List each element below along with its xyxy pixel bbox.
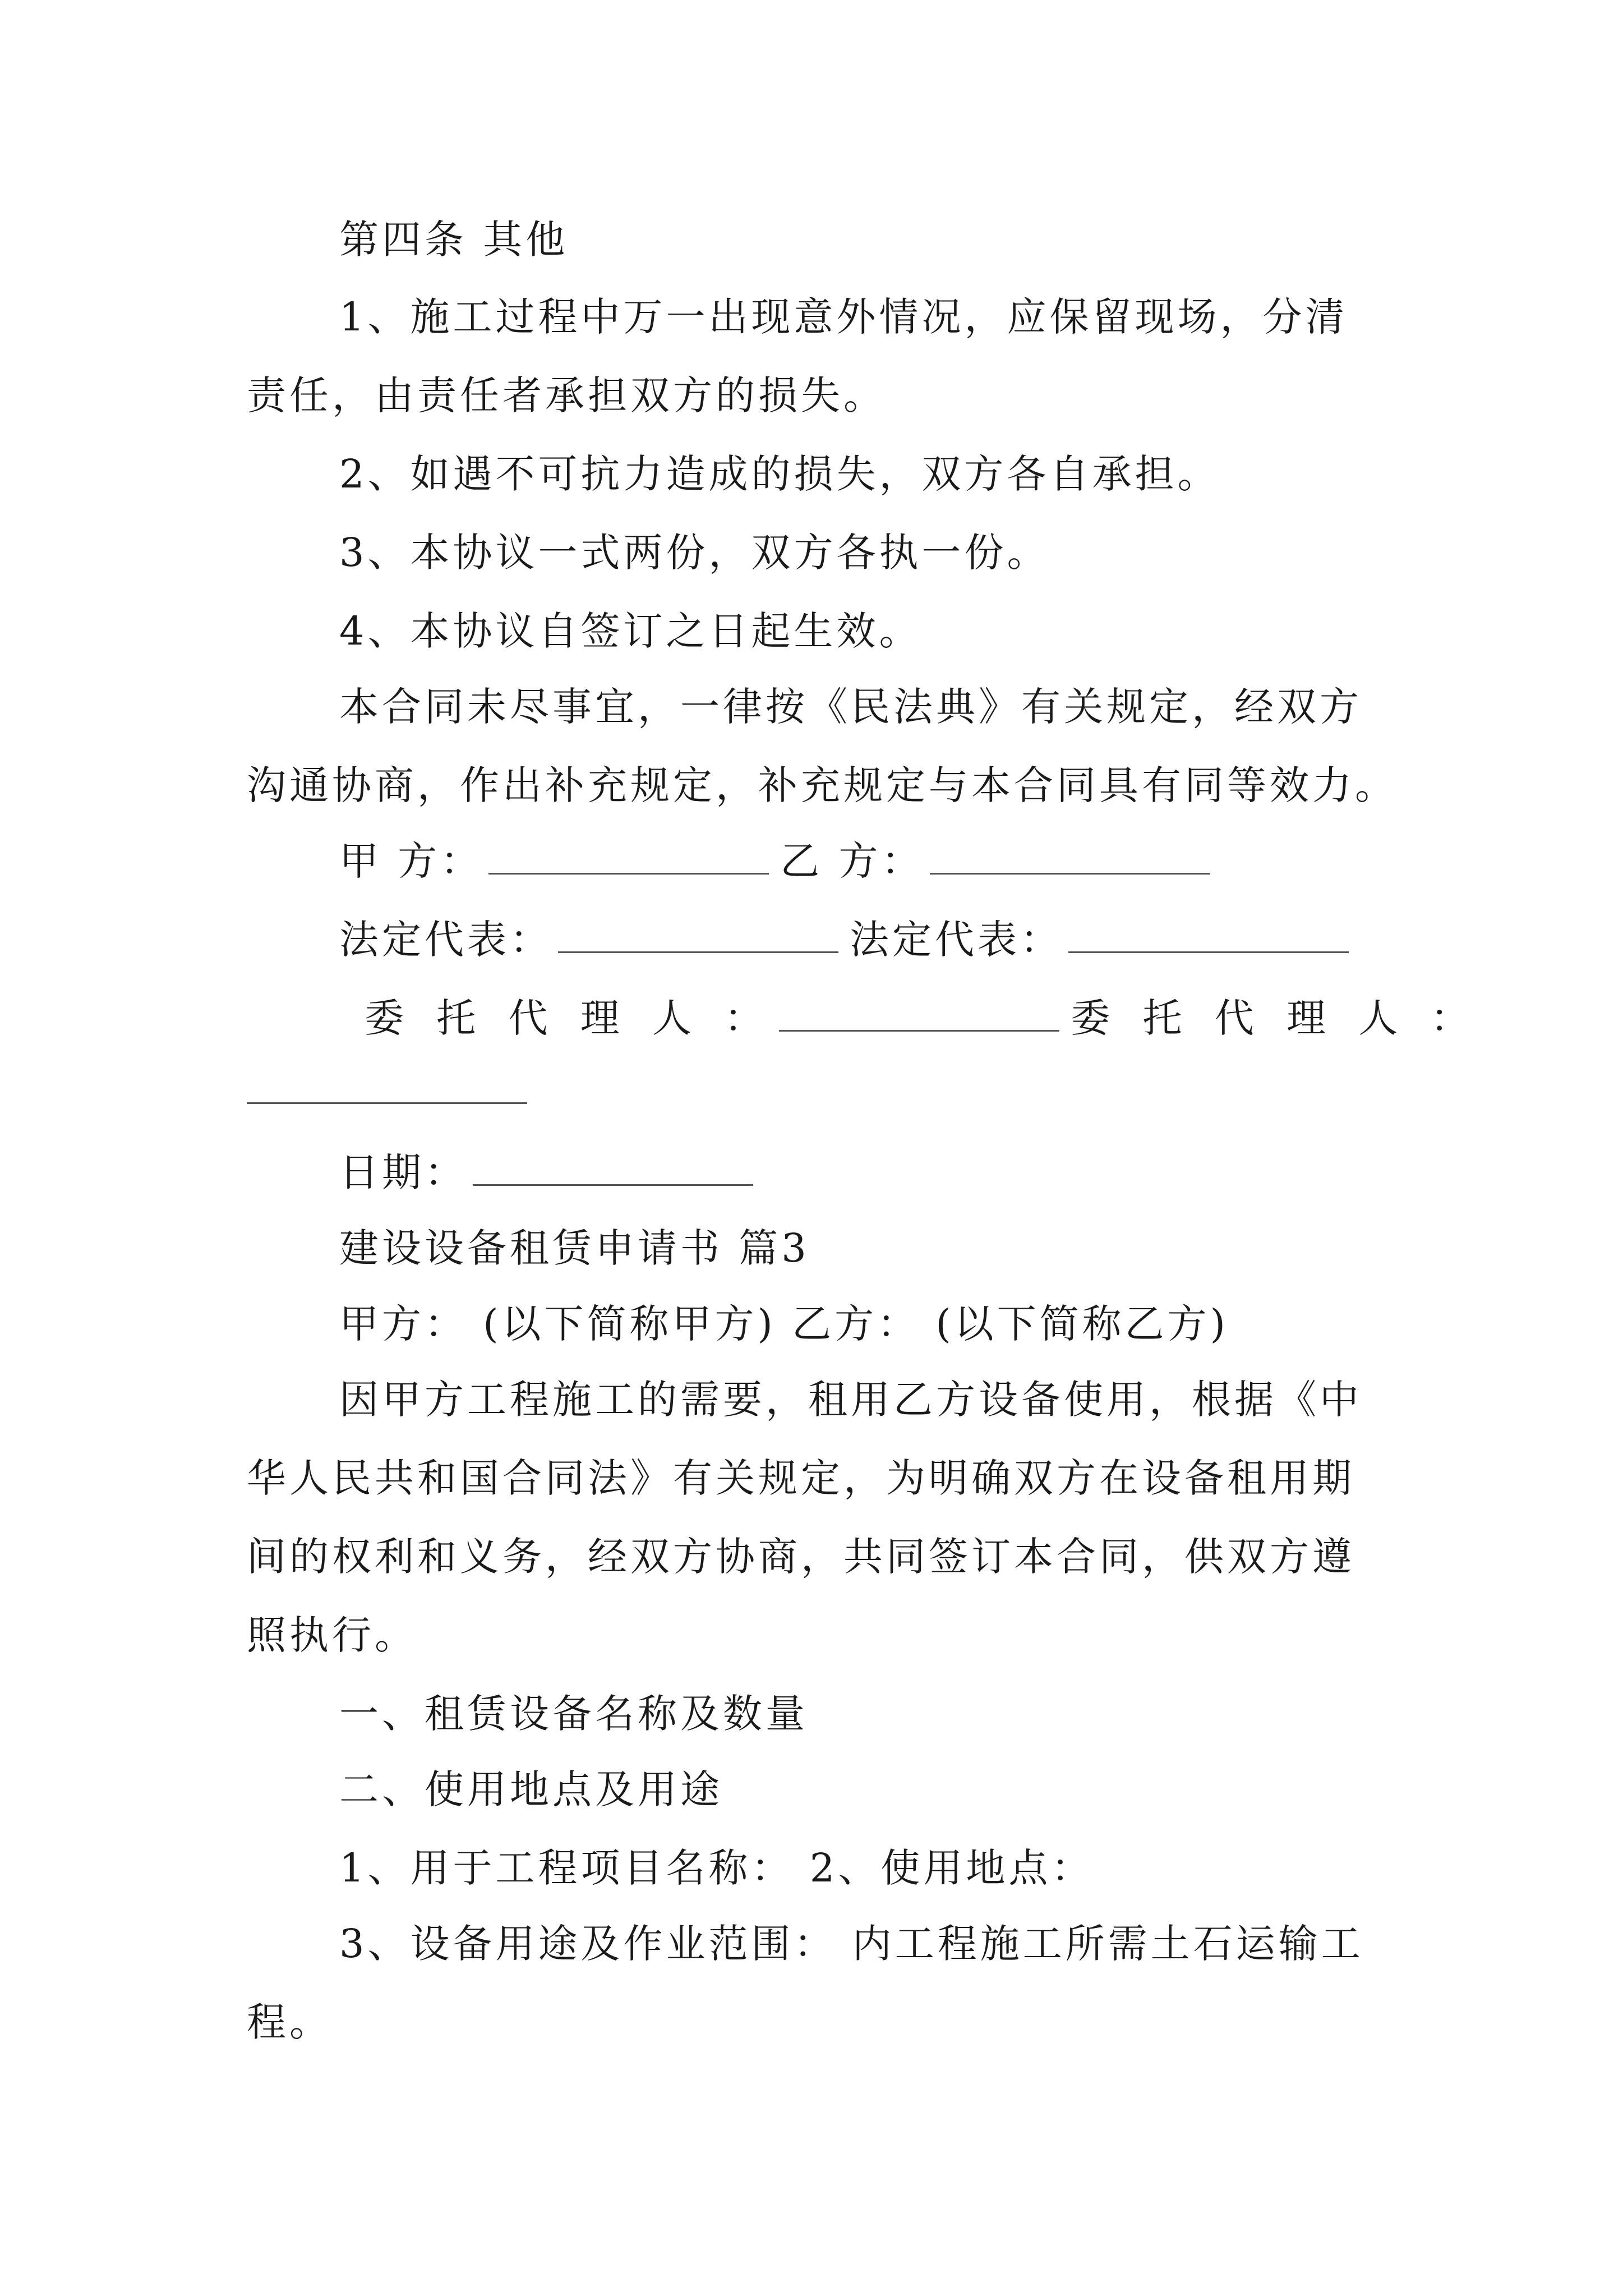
signature-row-parties [339, 836, 1221, 886]
signature-blank [558, 918, 838, 953]
signature-blank [488, 839, 769, 875]
paragraph-line: 因甲方工程施工的需要，租用乙方设备使用，根据《中 [339, 1377, 1362, 1423]
section-title: 第四条 其他 [339, 217, 569, 263]
paragraph-line: 照执行。 [247, 1612, 417, 1658]
agent-a-label: 委 托 代 理 人 ： [365, 995, 774, 1041]
party-a-label: 甲 方： [339, 838, 483, 884]
signature-blank [473, 1151, 753, 1186]
paragraph-line: 甲方： (以下简称甲方) 乙方： (以下简称乙方) [339, 1301, 1229, 1347]
paragraph-line: 程。 [247, 1999, 332, 2045]
signature-blank [779, 996, 1059, 1032]
paragraph-line: 本合同未尽事宜，一律按《民法典》有关规定，经双方 [339, 684, 1362, 730]
signature-row-date [339, 1147, 764, 1198]
paragraph-line: 3、设备用途及作业范围： 内工程施工所需土石运输工 [339, 1921, 1364, 1967]
date-label: 日期： [339, 1149, 467, 1195]
paragraph-line: 沟通协商，作出补充规定，补充规定与本合同具有同等效力。 [247, 762, 1398, 808]
paragraph-line: 3、本协议一式两份，双方各执一份。 [339, 530, 1050, 576]
signature-row-agent [365, 993, 1480, 1043]
signature-row-legal-rep [339, 914, 1360, 965]
signature-blank [1068, 918, 1349, 953]
paragraph-line: 华人民共和国合同法》有关规定，为明确双方在设备租用期 [247, 1455, 1355, 1501]
signature-blank [247, 1102, 527, 1104]
paragraph-line: 1、用于工程项目名称： 2、使用地点： [339, 1845, 1094, 1891]
paragraph-line: 间的权利和义务，经双方协商，共同签订本合同，供双方遵 [247, 1534, 1355, 1580]
clause-heading: 一、租赁设备名称及数量 [339, 1691, 808, 1737]
paragraph-line: 4、本协议自签订之日起生效。 [339, 608, 922, 654]
paragraph-line: 2、如遇不可抗力造成的损失，双方各自承担。 [339, 451, 1220, 497]
section-heading: 建设设备租赁申请书 篇3 [339, 1225, 810, 1271]
agent-b-label: 委 托 代 理 人 ： [1071, 995, 1480, 1041]
legal-rep-a-label: 法定代表： [339, 917, 552, 963]
clause-heading: 二、使用地点及用途 [339, 1766, 723, 1812]
party-b-label: 乙 方： [780, 838, 924, 884]
legal-rep-b-label: 法定代表： [850, 917, 1063, 963]
paragraph-line: 责任，由责任者承担双方的损失。 [247, 372, 886, 418]
paragraph-line: 1、施工过程中万一出现意外情况，应保留现场，分清 [339, 294, 1348, 340]
signature-blank [930, 839, 1210, 875]
